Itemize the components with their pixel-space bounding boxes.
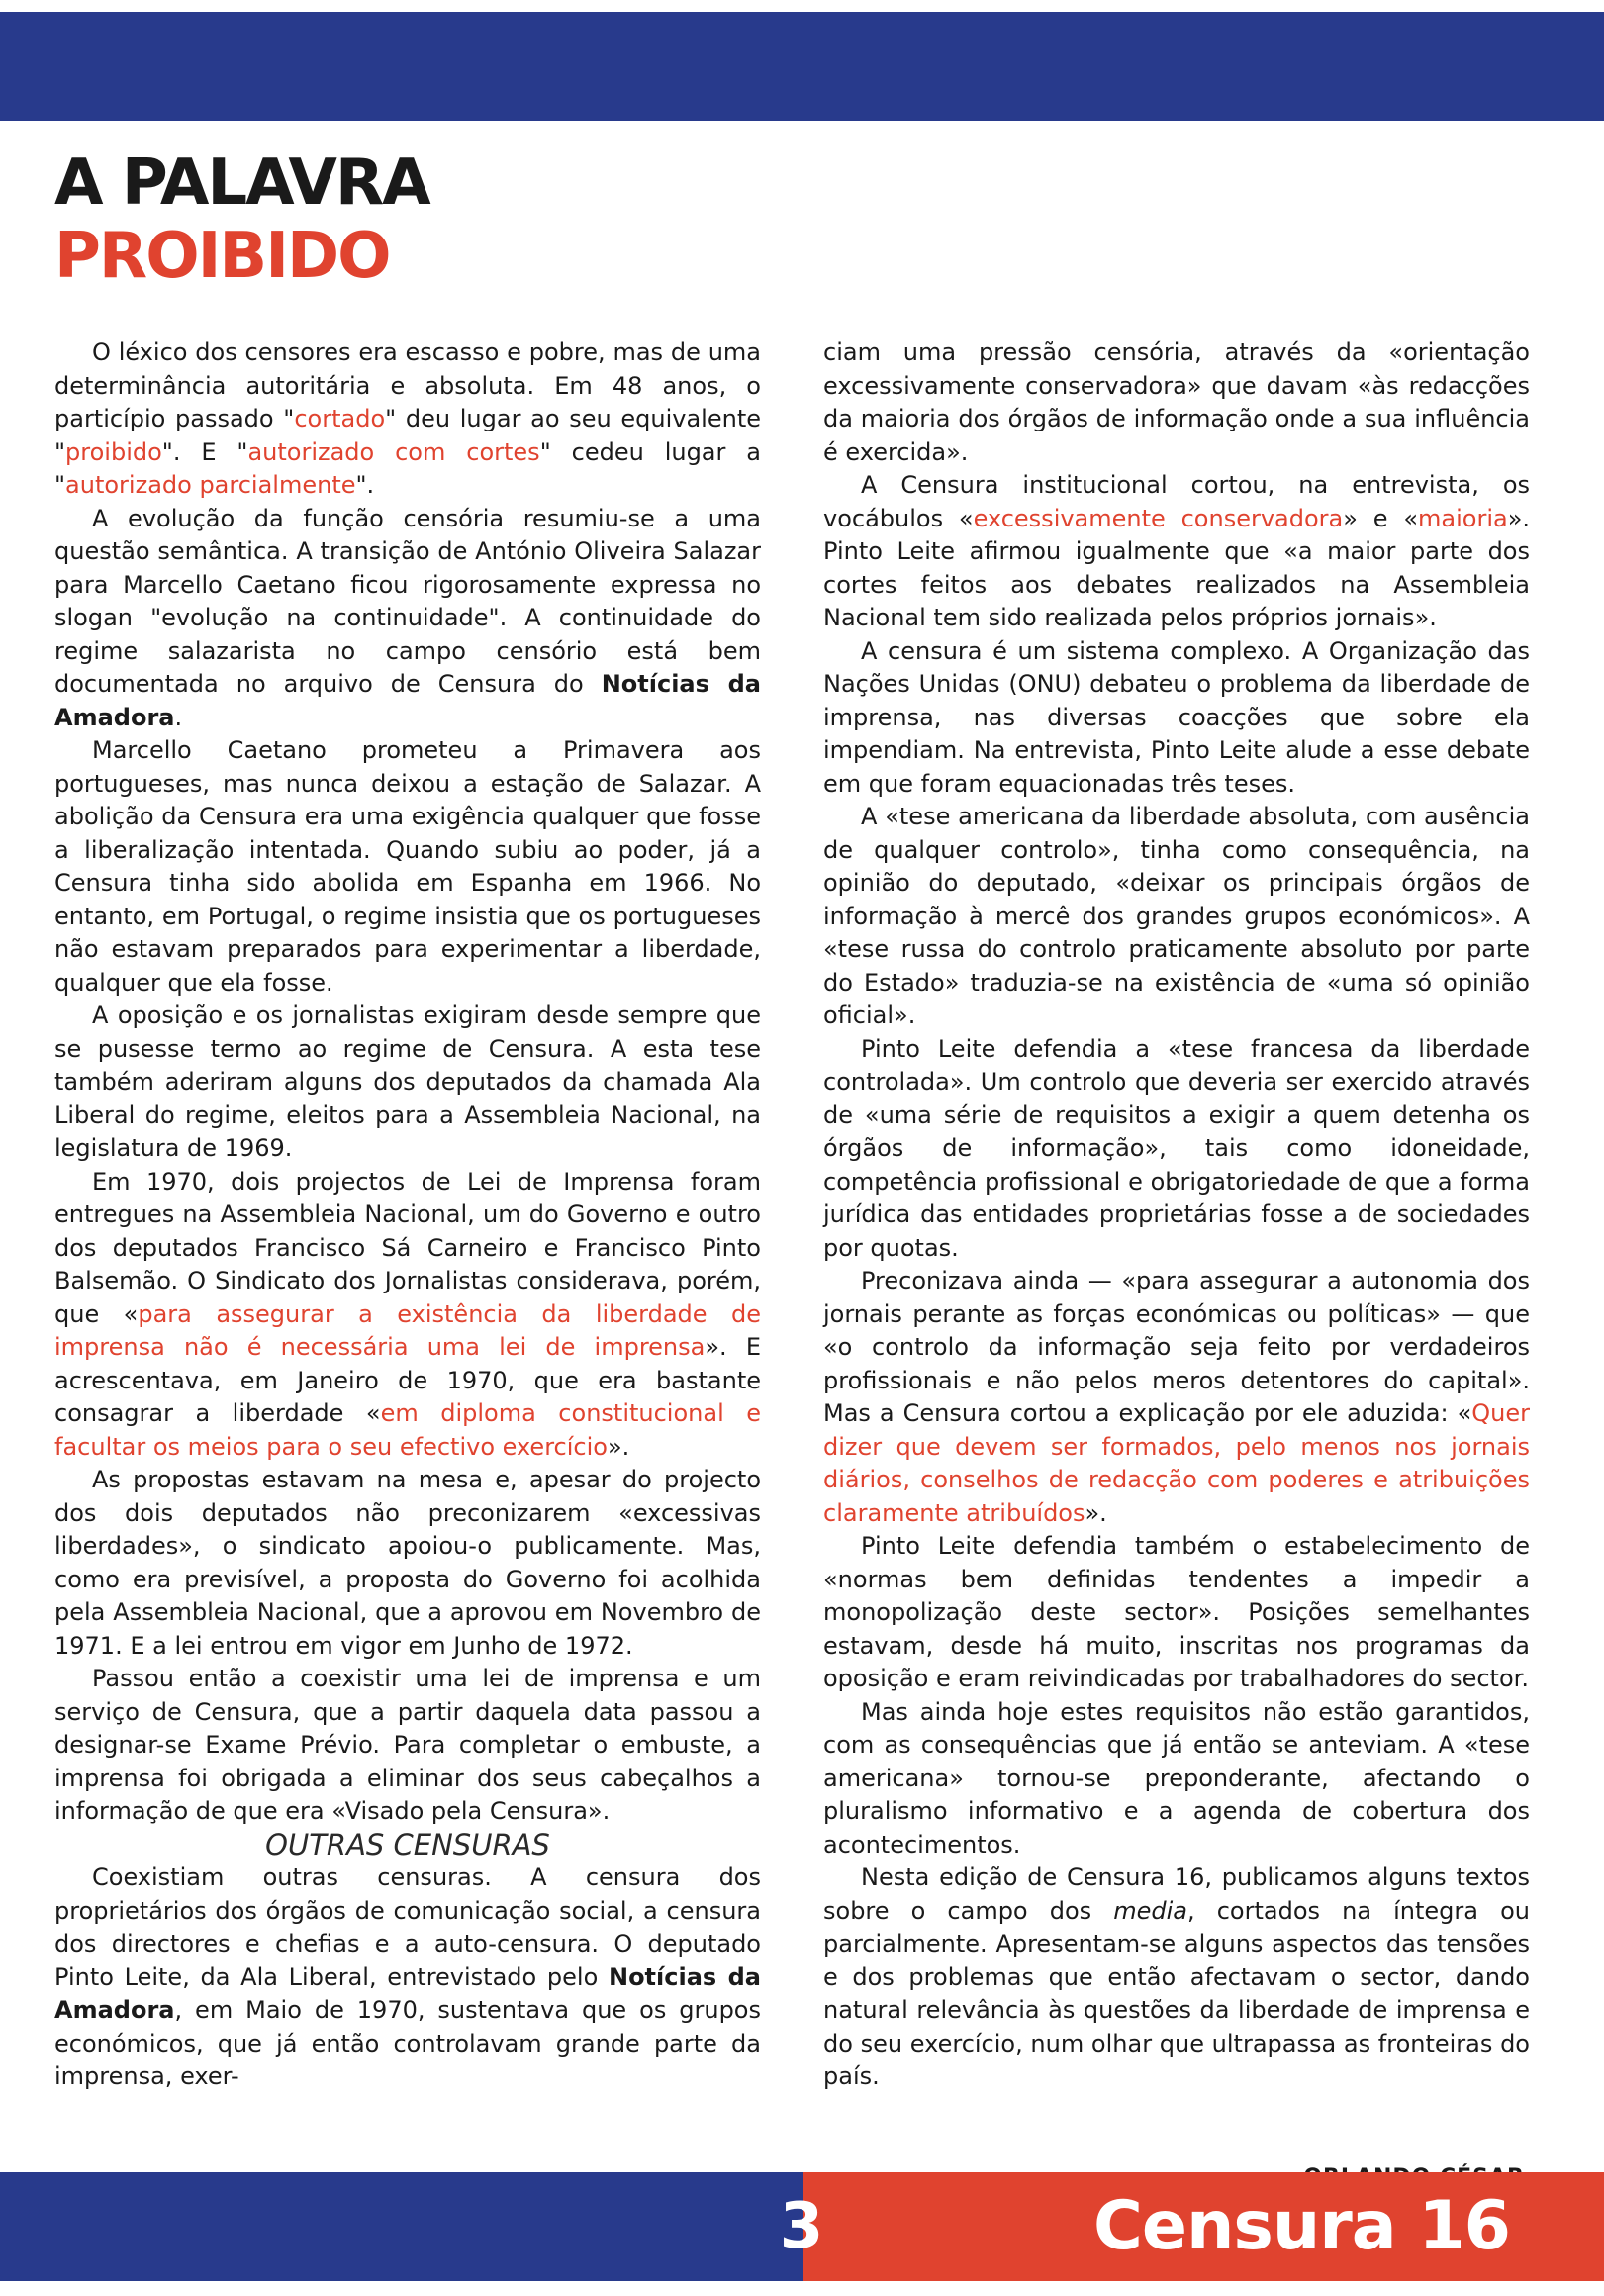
newspaper-name: Notícias da Amadora	[54, 670, 762, 731]
censored-term: proibido	[65, 437, 162, 466]
censored-term: autorizado com cortes	[247, 437, 540, 466]
paragraph: Mas ainda hoje estes requisitos não estão garantidos, com as consequências que já então se anteviam. A «tese americana» tornou-se preponderante, afectando o pluralismo informativo e a agenda de cobertura dos acontecimentos.	[823, 1697, 1530, 1859]
paragraph: Em 1970, dois projectos de Lei de Imprensa foram entregues na Assembleia Nacional, um do Governo e outro dos deputados Francisco Sá Carneiro e Francisco Pinto Balsemão. O Sindicato dos Jornalistas considerava, porém, que «para assegurar a existência da liberdade de imprensa não é necessária uma lei de imprensa». E acrescentava, em Janeiro de 1970, que era bastante consagrar a liberdade «em diploma constitucional e facultar os meios para o seu efectivo exercício».	[54, 1167, 762, 1461]
paragraph: Preconizava ainda — «para assegurar a autonomia dos jornais perante as forças económicas ou políticas» — que «o controlo da informação seja feito por verdadeiros profissionais e não pelos meros detentores do capital». Mas a Censura cortou a explicação por ele aduzida: «Quer dizer que devem ser formados, pelo menos nos jornais diários, conselhos de redacção com poderes e atribuições claramente atribuídos».	[823, 1267, 1530, 1527]
censored-term: cortado	[294, 405, 386, 432]
paragraph: Pinto Leite defendia também o estabelecimento de «normas bem definidas tendentes a impedir a monopolização deste sector». Posições semelhantes estavam, desde há muito, inscritas nos programas da oposição e eram reivindicadas por trabalhadores do sector.	[823, 1532, 1530, 1692]
paragraph: A oposição e os jornalistas exigiram desde sempre que se pusesse termo ao regime de Censura. A esta tese também aderiram alguns dos deputados da chamada Ala Liberal do regime, eleitos para a Assembleia Nacional, na legislatura de 1969.	[54, 1002, 761, 1162]
paragraph: O léxico dos censores era escasso e pobre, mas de uma determinância autoritária e absoluta. Em 48 anos, o particípio passado "cortado" deu lugar ao seu equivalente "proibido". E "autorizado com cortes" cedeu lugar a "autorizado parcialmente".	[54, 338, 761, 499]
newspaper-name: Notícias da Amadora	[54, 1962, 762, 2024]
paragraph: As propostas estavam na mesa e, apesar do projecto dos dois deputados não preconizarem «excessivas liberdades», o sindicato apoiou-o publicamente. Mas, como era previsível, a proposta do Governo foi acolhida pela Assembleia Nacional, que a aprovou em Novembro de 1971. E a lei entrou em vigor em Junho de 1972.	[54, 1466, 761, 1660]
article-title	[54, 146, 429, 293]
paragraph: A evolução da função censória resumiu-se a uma questão semântica. A transição de António Oliveira Salazar para Marcello Caetano ficou rigorosamente expressa no slogan "evolução na continuidade". A continuidade do regime salazarista no campo censório está bem documentada no arquivo de Censura do Notícias da Amadora.	[54, 504, 762, 731]
paragraph: A «tese americana da liberdade absoluta, com ausência de qualquer controlo», tinha como consequência, na opinião do deputado, «deixar os principais órgãos de informação à mercê dos grandes grupos económicos». A «tese russa do controlo praticamente absoluto por parte do Estado» traduzia-se na existência de «uma só opinião oficial».	[823, 803, 1530, 1029]
title-line-2: PROIBIDO	[54, 220, 390, 293]
paragraph: Marcello Caetano prometeu a Primavera aos portugueses, mas nunca deixou a estação de Salazar. A abolição da Censura era uma exigência qualquer que fosse a liberalização intentada. Quando subiu ao poder, já a Censura tinha sido abolida em Espanha em 1966. No entanto, em Portugal, o regime insistia que os portugueses não estavam preparados para experimentar a liberdade, qualquer que ela fosse.	[54, 736, 761, 997]
paragraph: A censura é um sistema complexo. A Organização das Nações Unidas (ONU) debateu o problema da liberdade de imprensa, nas diversas coacções que sobre ela impendiam. Na entrevista, Pinto Leite alude a esse debate em que foram equacionadas três teses.	[823, 636, 1530, 798]
top-color-band	[0, 12, 1604, 121]
footer-blue-band	[0, 2172, 803, 2281]
paragraph: Passou então a coexistir uma lei de imprensa e um serviço de Censura, que a partir daquela data passou a designar-se Exame Prévio. Para completar o embuste, a imprensa foi obrigada a eliminar dos seus cabeçalhos a informação de que era «Visado pela Censura».	[54, 1665, 761, 1825]
publication-name: Censura 16	[1092, 2187, 1510, 2265]
paragraph: Nesta edição de Censura 16, publicamos alguns textos sobre o campo dos media, cortados na íntegra ou parcialmente. Apresentam-se alguns aspectos das tensões e dos problemas que então afectavam o sector, dando natural relevância às questões da liberdade de imprensa e do seu exercício, num olhar que ultrapassa as fronteiras do país.	[823, 1864, 1530, 2090]
censored-term: autorizado parcialmente	[65, 471, 356, 499]
censored-quote: Quer dizer que devem ser formados, pelo menos nos jornais diários, conselhos de redacção com poderes e atribuições claramente atribuídos	[823, 1399, 1530, 1527]
paragraph: ciam uma pressão censória, através da «orientação excessivamente conservadora» que davam «às redacções da maioria dos órgãos de informação onde a sua influência é exercida».	[823, 338, 1530, 466]
censored-term: excessivamente conservadora	[973, 504, 1344, 532]
censored-term: maioria	[1418, 504, 1508, 532]
page-number: 3	[779, 2190, 824, 2263]
left-column	[54, 336, 761, 2094]
paragraph: A Censura institucional cortou, na entrevista, os vocábulos «excessivamente conservadora» e «maioria». Pinto Leite afirmou igualmente que «a maior parte dos cortes feitos aos debates realizados na Assembleia Nacional tem sido realizada pelos próprios jornais».	[823, 471, 1531, 631]
section-subheading: OUTRAS CENSURAS	[265, 1827, 550, 1862]
censored-quote: em diploma constitucional e facultar os meios para o seu efectivo exercício	[54, 1399, 762, 1461]
censored-quote: para assegurar a existência da liberdade de imprensa não é necessária uma lei de imprensa	[54, 1299, 762, 1361]
paragraph: Pinto Leite defendia a «tese francesa da liberdade controlada». Um controlo que deveria ser exercido através de «uma série de requisitos a exigir a quem detenha os órgãos de informação», tais como idoneidade, competência profissional e obrigatoriedade de que a forma jurídica das entidades proprietárias fosse a de sociedades por quotas.	[823, 1034, 1530, 1262]
italic-term: media	[1113, 1896, 1187, 1925]
title-line-1: A PALAVRA	[54, 146, 429, 220]
paragraph: Coexistiam outras censuras. A censura dos proprietários dos órgãos de comunicação social, a censura dos directores e chefias e a auto-censura. O deputado Pinto Leite, da Ala Liberal, entrevistado pelo Notícias da Amadora, em Maio de 1970, sustentava que os grupos económicos, que já então controlavam grande parte da imprensa, exer-	[54, 1864, 762, 2090]
right-column	[823, 336, 1530, 2094]
